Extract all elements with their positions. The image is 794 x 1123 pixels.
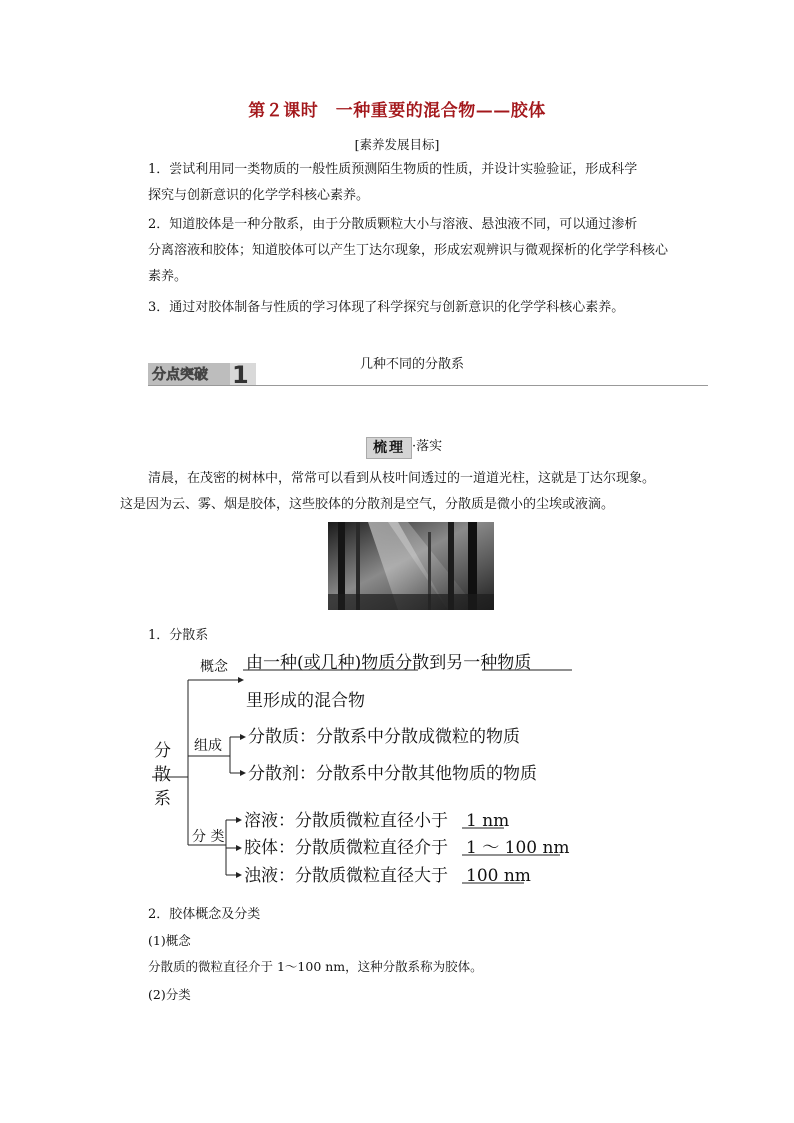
tree-label-concept: 概念 (200, 659, 228, 675)
section-badge-number: 1 (232, 361, 249, 385)
tree-concept-line-1: 由一种(或几种)物质分散到另一种物质 (246, 653, 532, 673)
forest-photo (328, 522, 494, 610)
tree-class-1-value: 1 nm (466, 811, 510, 831)
intro-line-2: 这是因为云、雾、烟是胶体，这些胶体的分散剂是空气，分散质是微小的尘埃或液滴。 (120, 497, 615, 512)
tree-concept-line-2: 里形成的混合物 (246, 691, 365, 711)
goal-2-line-3: 素养。 (148, 269, 188, 284)
tree-class-3-value: 100 nm (466, 866, 531, 886)
tree-composition-1: 分散质：分散系中分散成微粒的物质 (248, 727, 520, 747)
goal-1-line-1: 1．尝试利用同一类物质的一般性质预测陌生物质的性质，并设计实验验证，形成科学 (148, 162, 638, 177)
tree-class-1-text: 溶液：分散质微粒直径小于 (244, 811, 448, 831)
tree-class-3-text: 浊液：分散质微粒直径大于 (244, 866, 448, 886)
comb-sub-label: ·落实 (412, 439, 443, 454)
section-divider (148, 385, 708, 386)
tree-label-composition: 组成 (194, 738, 222, 754)
section-badge (148, 361, 256, 385)
subheading-classification: (2)分类 (148, 987, 191, 1002)
tree-class-2-text: 胶体：分散质微粒直径介于 (244, 838, 448, 858)
page-title: 第２课时 一种重要的混合物——胶体 (248, 101, 546, 121)
tree-composition-2: 分散剂：分散系中分散其他物质的物质 (248, 764, 537, 784)
goals-heading: [素养发展目标] (354, 137, 440, 152)
goal-1-line-2: 探究与创新意识的化学学科核心素养。 (148, 188, 370, 203)
tree-label-classification: 分 类 (192, 829, 225, 845)
section-title: 几种不同的分散系 (360, 357, 465, 372)
comb-label: 梳理 (366, 437, 412, 459)
heading-colloid-concept: 2．胶体概念及分类 (148, 907, 261, 922)
tree-root-char-1: 分 (154, 741, 171, 761)
tree-class-2-value: 1 ～ 100 nm (466, 838, 570, 858)
heading-dispersion-system: 1．分散系 (148, 628, 209, 643)
goal-2-line-1: 2．知道胶体是一种分散系，由于分散质颗粒大小与溶液、悬浊液不同，可以通过渗析 (148, 217, 638, 232)
section-badge-text: 分点突破 (152, 367, 208, 383)
tree-root-char-2: 散 (154, 765, 171, 785)
subheading-concept: (1)概念 (148, 933, 191, 948)
goal-3: 3．通过对胶体制备与性质的学习体现了科学探究与创新意识的化学学科核心素养。 (148, 300, 625, 315)
goal-2-line-2: 分离溶液和胶体；知道胶体可以产生丁达尔现象，形成宏观辨识与微观探析的化学学科核心 (148, 243, 669, 258)
intro-line-1: 清晨，在茂密的树林中，常常可以看到从枝叶间透过的一道道光柱，这就是丁达尔现象。 (148, 471, 656, 486)
tree-root-char-3: 系 (154, 789, 171, 809)
dispersion-tree-diagram (140, 650, 580, 890)
colloid-definition: 分散质的微粒直径介于 1～100 nm，这种分散系称为胶体。 (148, 959, 483, 974)
